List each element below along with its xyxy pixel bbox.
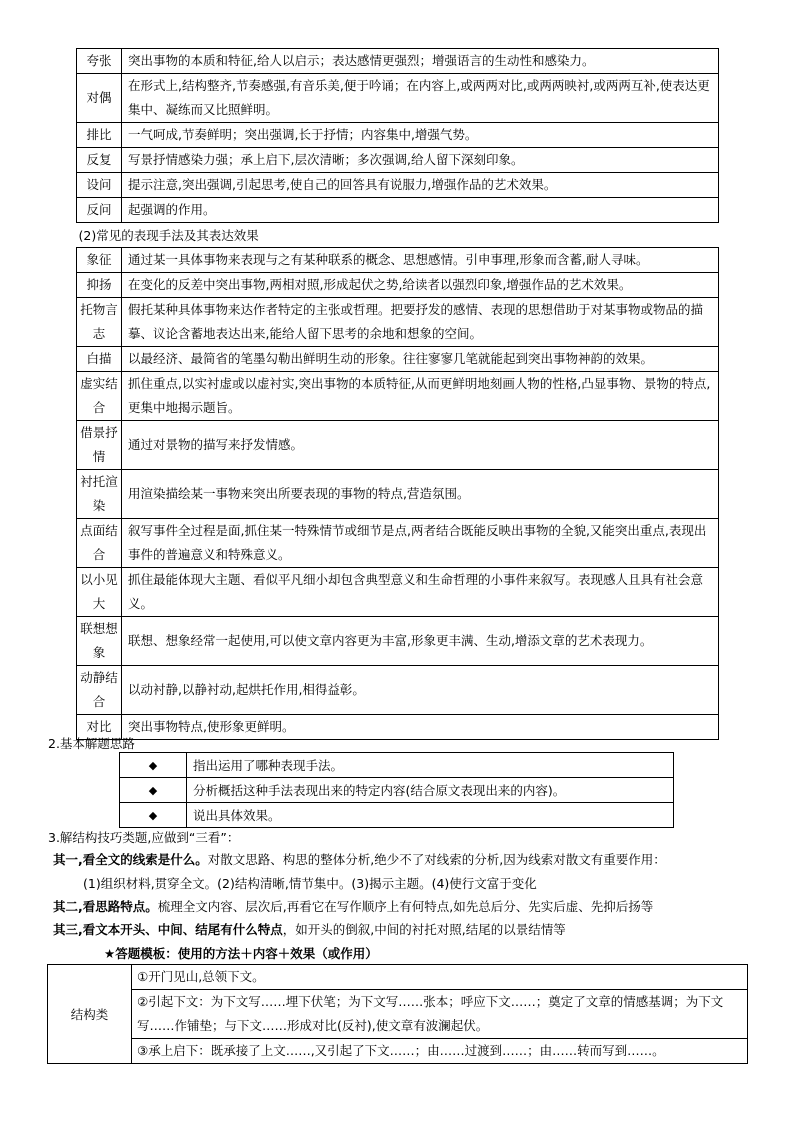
row-label: 对比 (77, 715, 122, 740)
row-label: 反问 (77, 198, 122, 223)
table-row (77, 519, 719, 568)
rhetoric-table (76, 48, 719, 740)
category-label: 结构类 (48, 965, 132, 1064)
template-row: ③承上启下：既承接了上文……,又引起了下文……；由……过渡到……；由……转而写到……。 (132, 1039, 748, 1064)
row-label: 虚实结合 (77, 372, 122, 421)
row-text: 用渲染描绘某一事物来突出所要表现的事物的特点,营造氛围。 (122, 470, 719, 519)
table-row (77, 248, 719, 273)
row-label: 对偶 (77, 74, 122, 123)
row-label: 白描 (77, 347, 122, 372)
table-row (77, 74, 719, 123)
steps-table (119, 752, 674, 828)
row-text: 抓住重点,以实衬虚或以虚衬实,突出事物的本质特征,从而更鲜明地刻画人物的性格,凸显事物、景物的特点,更集中地揭示题旨。 (122, 372, 719, 421)
paragraph-body: 梳理全文内容、层次后,再看它在写作顺序上有何特点,如先总后分、先实后虚、先抑后扬等 (157, 899, 654, 914)
table-row (77, 568, 719, 617)
table-row (48, 990, 748, 1039)
section-heading: (2)常见的表现手法及其表达效果 (77, 223, 719, 248)
row-text: 起强调的作用。 (122, 198, 719, 223)
row-text: 通过对景物的描写来抒发情感。 (122, 421, 719, 470)
row-label: 设问 (77, 173, 122, 198)
row-label: 联想想象 (77, 617, 122, 666)
paragraph-body: ，如开头的倒叙,中间的衬托对照,结尾的以景结情等 (282, 922, 566, 937)
row-text: 在变化的反差中突出事物,两相对照,形成起伏之势,给读者以强烈印象,增强作品的艺术效果。 (122, 273, 719, 298)
paragraph-parts (53, 921, 566, 939)
paragraph-clue-functions: (1)组织材料,贯穿全文。(2)结构清晰,情节集中。(3)揭示主题。(4)使行文富于变化 (83, 876, 537, 891)
table-row (77, 273, 719, 298)
paragraph-lead: 其三,看文本开头、中间、结尾有什么特点 (53, 922, 283, 937)
heading-structure: 3.解结构技巧类题,应做到“三看”： (48, 830, 240, 845)
paragraph-body: 对散文思路、构思的整体分析,绝少不了对线索的分析,因为线索对散文有重要作用： (207, 852, 666, 867)
diamond-bullet-icon: ◆ (120, 778, 187, 803)
row-text: 一气呵成,节奏鲜明；突出强调,长于抒情；内容集中,增强气势。 (122, 123, 719, 148)
template-row: ①开门见山,总领下文。 (132, 965, 748, 990)
row-text: 通过某一具体事物来表现与之有某种联系的概念、思想感情。引申事理,形象而含蓄,耐人寻味。 (122, 248, 719, 273)
diamond-bullet-icon: ◆ (120, 753, 187, 778)
table-row (77, 123, 719, 148)
table-row (77, 617, 719, 666)
row-text: 假托某种具体事物来达作者特定的主张或哲理。把要抒发的感情、表现的思想借助于对某事物或物品的描摹、议论含蓄地表达出来,能给人留下思考的余地和想象的空间。 (122, 298, 719, 347)
paragraph-lead: 其二,看思路特点。 (53, 899, 158, 914)
row-label: 借景抒情 (77, 421, 122, 470)
heading-basic: 2.基本解题思路 (48, 736, 135, 751)
row-label: 夸张 (77, 49, 122, 74)
table-row (77, 470, 719, 519)
row-label: 抑扬 (77, 273, 122, 298)
table-row (48, 965, 748, 990)
row-label: 以小见大 (77, 568, 122, 617)
table-row (120, 803, 674, 828)
table-row (77, 421, 719, 470)
step-text: 说出具体效果。 (187, 803, 674, 828)
paragraph-thought (53, 898, 653, 916)
row-label: 排比 (77, 123, 122, 148)
template-row: ②引起下文：为下文写……埋下伏笔；为下文写……张本；呼应下文……；奠定了文章的情感基调；为下文写……作铺垫；与下文……形成对比(反衬),使文章有波澜起伏。 (132, 990, 748, 1039)
row-text: 抓住最能体现大主题、看似平凡细小却包含典型意义和生命哲理的小事件来叙写。表现感人且具有社会意义。 (122, 568, 719, 617)
diamond-bullet-icon: ◆ (120, 803, 187, 828)
step-text: 分析概括这种手法表现出来的特定内容(结合原文表现出来的内容)。 (187, 778, 674, 803)
row-label: 托物言志 (77, 298, 122, 347)
table-row (77, 173, 719, 198)
row-text: 突出事物的本质和特征,给人以启示；表达感情更强烈；增强语言的生动性和感染力。 (122, 49, 719, 74)
row-text: 叙写事件全过程是面,抓住某一特殊情节或细节是点,两者结合既能反映出事物的全貌,又能突出重点,表现出事件的普遍意义和特殊意义。 (122, 519, 719, 568)
table-row (77, 666, 719, 715)
table-row (120, 753, 674, 778)
row-text: 以动衬静,以静衬动,起烘托作用,相得益彰。 (122, 666, 719, 715)
row-label: 反复 (77, 148, 122, 173)
row-text: 突出事物特点,使形象更鲜明。 (122, 715, 719, 740)
table-row (77, 49, 719, 74)
step-text: 指出运用了哪种表现手法。 (187, 753, 674, 778)
structure-table (47, 964, 748, 1064)
table-row (120, 778, 674, 803)
table-row (77, 347, 719, 372)
row-label: 动静结合 (77, 666, 122, 715)
table-row (77, 148, 719, 173)
row-text: 提示注意,突出强调,引起思考,使自己的回答具有说服力,增强作品的艺术效果。 (122, 173, 719, 198)
table-row (77, 372, 719, 421)
row-label: 点面结合 (77, 519, 122, 568)
row-text: 写景抒情感染力强；承上启下,层次清晰；多次强调,给人留下深刻印象。 (122, 148, 719, 173)
paragraph-clue (53, 851, 666, 869)
row-label: 象征 (77, 248, 122, 273)
row-text: 以最经济、最简省的笔墨勾勒出鲜明生动的形象。往往寥寥几笔就能起到突出事物神韵的效果。 (122, 347, 719, 372)
paragraph-lead: 其一,看全文的线索是什么。 (53, 852, 208, 867)
table-row (77, 198, 719, 223)
row-text: 在形式上,结构整齐,节奏感强,有音乐美,便于吟诵；在内容上,或两两对比,或两两映衬,或两两互补,使表达更集中、凝练而又比照鲜明。 (122, 74, 719, 123)
template-title: ★答题模板：使用的方法＋内容＋效果（或作用） (104, 946, 378, 961)
table-row (48, 1039, 748, 1064)
row-label: 衬托渲染 (77, 470, 122, 519)
table-row (77, 715, 719, 740)
section-heading-row (77, 223, 719, 248)
row-text: 联想、想象经常一起使用,可以使文章内容更为丰富,形象更丰满、生动,增添文章的艺术表现力。 (122, 617, 719, 666)
table-row (77, 298, 719, 347)
